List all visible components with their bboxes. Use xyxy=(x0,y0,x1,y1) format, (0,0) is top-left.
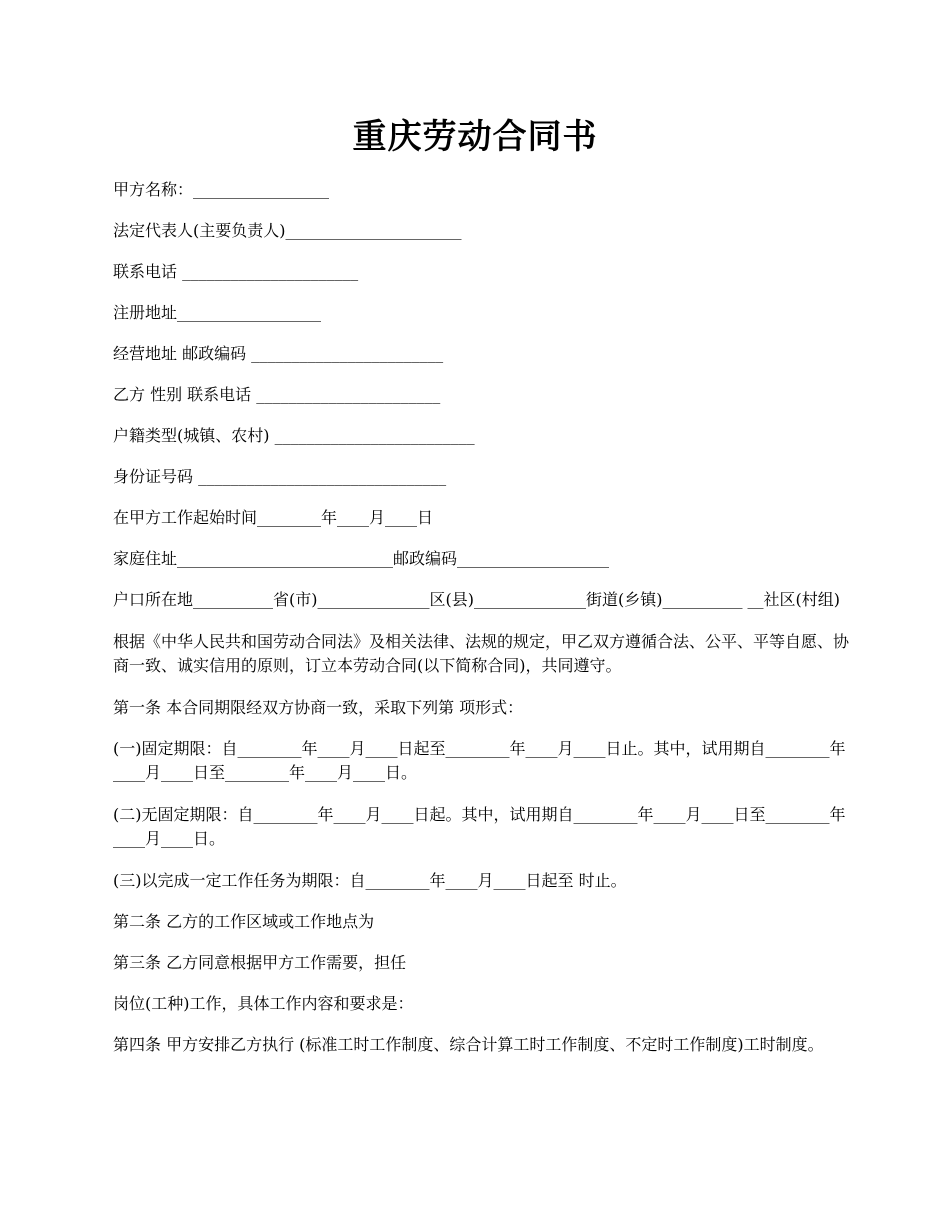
registered-residence-line: 户口所在地__________省(市)______________区(县)______________街道(乡镇)__________ __社区(村组) xyxy=(113,590,841,609)
article-3-line: 第三条 乙方同意根据甲方工作需要，担任 xyxy=(113,953,407,972)
article-2-line: 第二条 乙方的工作区域或工作地点为 xyxy=(113,912,375,931)
registered-address-line: 注册地址__________________ xyxy=(113,303,322,322)
open-term-clause: (二)无固定期限：自________年____月____日起。其中，试用期自________年____月____日至________年____月____日。 xyxy=(113,805,846,848)
fixed-term-clause: (一)固定期限：自________年____月____日起至________年____月____日止。其中，试用期自________年____月____日至________年____月____日。 xyxy=(113,739,846,782)
business-address-line: 经营地址 邮政编码 ________________________ xyxy=(113,344,444,363)
article-1-heading: 第一条 本合同期限经双方协商一致，采取下列第 项形式： xyxy=(113,698,524,717)
legal-representative-line: 法定代表人(主要负责人)______________________ xyxy=(113,221,462,240)
home-address-line: 家庭住址___________________________邮政编码___________________ xyxy=(113,549,610,568)
id-number-line: 身份证号码 _______________________________ xyxy=(113,467,447,486)
party-b-line: 乙方 性别 联系电话 _______________________ xyxy=(113,385,441,404)
preamble-paragraph: 根据《中华人民共和国劳动合同法》及相关法律、法规的规定，甲乙双方遵循合法、公平、平等自愿、协商一致、诚实信用的原则，订立本劳动合同(以下简称合同)，共同遵守。 xyxy=(113,632,850,675)
position-requirements-line: 岗位(工种)工作，具体工作内容和要求是： xyxy=(113,994,414,1013)
article-4-line: 第四条 甲方安排乙方执行 (标准工时工作制度、综合计算工时工作制度、不定时工作制度)工时制度。 xyxy=(113,1035,824,1054)
household-type-line: 户籍类型(城镇、农村) _________________________ xyxy=(113,426,475,445)
document-title: 重庆劳动合同书 xyxy=(352,117,598,157)
party-a-phone-line: 联系电话 ______________________ xyxy=(113,262,359,281)
party-a-name-line: 甲方名称：_________________ xyxy=(113,180,330,199)
start-date-line: 在甲方工作起始时间________年____月____日 xyxy=(113,508,434,527)
task-term-clause: (三)以完成一定工作任务为期限：自________年____月____日起至 时止。 xyxy=(113,871,627,890)
document-body xyxy=(113,178,853,1075)
